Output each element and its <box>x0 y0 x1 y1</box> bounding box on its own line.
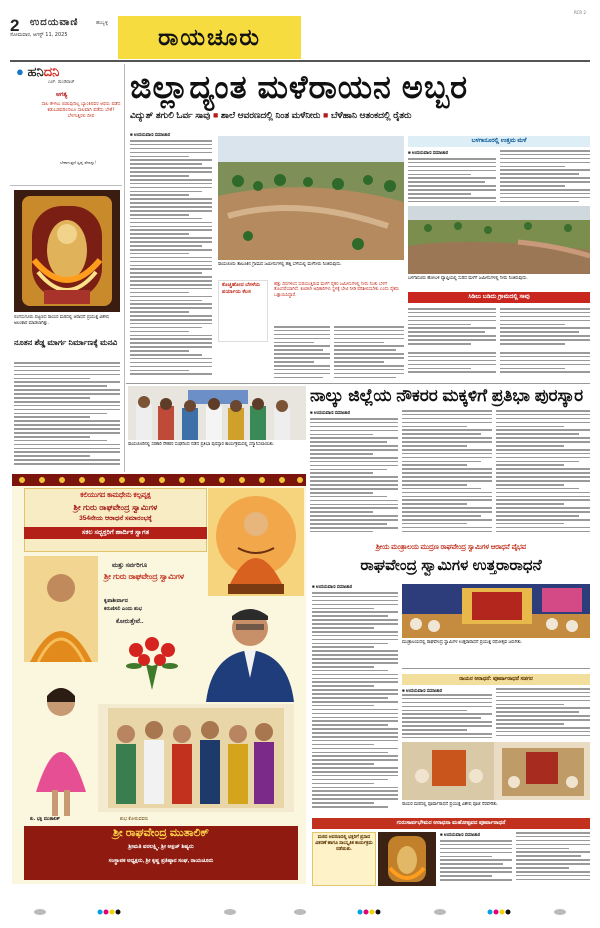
chariot-festival-photo <box>402 584 590 638</box>
rain-dateline: ■ ಉದಯವಾಣಿ ಸಮಾಚಾರ <box>408 150 449 155</box>
lead-body-column <box>274 326 330 380</box>
aradhane-dateline: ■ ಉದಯವಾಣಿ ಸಮಾಚಾರ <box>312 584 353 589</box>
ad-sponsor-family: ಶ್ರೀಮತಿ ವರಲಕ್ಷ್ಮಿ, ಶ್ರೀ ಅಕ್ಷಜ್ ಶಿಷ್ಯರು <box>128 844 194 850</box>
left-story-body <box>14 362 120 470</box>
bullet-square-icon: ■ <box>212 110 219 120</box>
ad-line: ಕಲಿಯುಗದ ಕಾಮಧೇನು ಕಲ್ಪವೃಕ್ಷ <box>80 492 151 499</box>
guru-body-column <box>440 840 512 886</box>
ad-line: ಶ್ರೀ ಗುರು ರಾಘವೇಂದ್ರ ಸ್ವಾಮಿಗಳ <box>73 503 158 512</box>
photo-caption: ಲಿಂಗಸುಗೂರು ಪಟ್ಟಣದ ರಾಯರ ಮಠದಲ್ಲಿ ಆರಾಧನೆ ಪ್ರಯುಕ್ತ ವಿಶೇಷ ಅಲಂಕಾರ ಮಾಡಲಾಗಿತ್ತು. <box>14 315 109 326</box>
ad-sponsor-name: ಶ್ರೀ ರಾಘವೇಂದ್ರ ಮುತಾಲಿಕ್ <box>112 827 210 839</box>
section-title: ರಾಯಚೂರು <box>158 24 261 50</box>
ad-wish-line: ಕೃಪಾಶೀರ್ವಾದ <box>104 598 128 604</box>
ad-wish-line: ಕೋರುತ್ತೇವೆ.. <box>116 618 144 625</box>
award-headline: ನಾಲ್ಕು ಜಿಲ್ಲೆಯ ನೌಕರರ ಮಕ್ಕಳಿಗೆ ಪ್ರತಿಭಾ ಪುರಸ್ಕಾರ <box>310 386 584 405</box>
pooja-photo-caption: ರಾಯರ ಮಠದಲ್ಲಿ ಪೂರ್ವಾರಾಧನೆ ಪ್ರಯುಕ್ತ ವಿಶೇಷ ಪೂಜೆ ನೆರವೇರಿತು. <box>402 802 499 807</box>
guru-body-column <box>516 832 590 886</box>
award-photo-caption: ರಾಯಚೂರಿನಲ್ಲಿ ಸರಕಾರಿ ನೌಕರರ ಸಂಘದಿಂದ ನಡೆದ ಪ್ರತಿಭಾ ಪುರಸ್ಕಾರ ಕಾರ್ಯಕ್ರಮದಲ್ಲಿ ಸನ್ಮಾನಿಸಲಾಯಿತು. <box>128 442 275 447</box>
left-story-headline: ನೂತನ ಶೆಡ್ಡ ಮಾರ್ಗ ನಿರ್ಮಾಣಕ್ಕೆ ಮನವಿ <box>14 338 118 347</box>
lead-photo-caption: ರಾಯಚೂರು ತಾಲೂಕಿನ ಗ್ರಾಮದ ಜಮೀನುಗಳಲ್ಲಿ ಹತ್ತಿ ಬೆಳೆಯಲ್ಲಿ ಮಳೆನೀರು ನಿಂತಿರುವುದು. <box>218 262 342 267</box>
aradhane-body-column <box>312 592 398 816</box>
column-divider-vertical <box>124 64 125 472</box>
family-photo <box>98 704 294 812</box>
ad-line: 354ನೇಯ ಆರಾಧನೆ ಸಮಾರಂಭಕ್ಕೆ <box>79 515 152 522</box>
trees-body-column <box>500 352 590 378</box>
advertiser-portrait <box>192 598 302 702</box>
subdeck-item: ಶಾಲೆ ಆವರಣದಲ್ಲಿ ನಿಂತ ಮಳೆನೀರು <box>220 110 321 120</box>
poem-text: ಸಾಲ ಕೇಳಲು ಬಿಡುವುದಿಲ್ಲ ಬ್ಯಾಂಕಿನವರ ಆಫರು ಪಡೆದ ಕಡುಬಡವರಿಂದಲೂ ಸಾಲವಾಗಿ ಪಡೆದು ಬೇಕೆ? ಬೆಳಗುತ್ತಿರಲಿ ದೀಪ <box>41 102 121 120</box>
award-body-column <box>402 410 492 536</box>
pooja-title: ರಾಯರ ಆರಾಧನೆ: ಪೂರ್ವಾರಾಧನೆ ಸಡಗರ <box>459 676 533 682</box>
logo-suffix: ದನಿ <box>43 64 60 79</box>
header-rule <box>10 60 590 62</box>
award-body-column <box>310 418 398 536</box>
guru-title: ಗುರುಸಾರ್ವಭೌಮರ ಆರಾಧನಾ ಮಹೋತ್ಸವದ ಪೂರ್ವಾರಾಧನೆ <box>396 820 506 826</box>
pooja-dateline: ■ ಉದಯವಾಣಿ ಸಮಾಚಾರ <box>402 688 443 693</box>
swamiji-photo <box>24 556 98 662</box>
rain-box-title: ಬಳಗಾನೂರಲ್ಲಿ ಉತ್ತಮ ಮಳೆ <box>471 138 527 144</box>
lead-subdeck <box>130 110 590 121</box>
column-author: ಎಚ್. ಡುಂಡಿರಾಜ್ <box>48 80 75 85</box>
guru-highlight-text: ಮಠದ ಆವರಣದಲ್ಲಿ ಭಕ್ತರಿಗೆ ಪ್ರಸಾದ ವಿತರಣೆ ಹಾಗೂ ಸಾಂಸ್ಕೃತಿಕ ಕಾರ್ಯಕ್ರಮ ನಡೆಯಿತು. <box>315 834 373 851</box>
logo-prefix: ಹನಿ <box>27 64 44 79</box>
pull-quote-text: ಹತ್ತು ದಿನಗಳಿಂದ ಸುರಿಯುತ್ತಿರುವ ಮಳೆಗೆ ರೈತರ ಜಮೀನುಗಳಲ್ಲಿ ನೀರು ನಿಂತು ಬೆಳೆಗೆ ತೊಂದರೆಯಾಗಿದೆ. ಕೂಡಲೇ ಅಧಿಕಾರಿಗಳು ಸ್ಥಳಕ್ಕೆ ಭೇಟಿ ನೀಡಿ ಪರಿಶೀಲಿಸಬೇಕು ಎಂದು ರೈತರು ಒತ್ತಾಯಿಸಿದ್ದಾರೆ. <box>274 282 399 298</box>
child-name: ಕು. ಭಕ್ತಿ ಮುತಾಲಿಕ್ <box>30 817 60 822</box>
ad-decorative-border <box>12 474 306 486</box>
pooja-body-column <box>496 688 590 740</box>
raghavendra-swamy-artwork <box>208 488 304 596</box>
column-divider <box>10 185 122 186</box>
ad-wish-line: ಕರುಣಿಸಲಿ ಎಂದು ಶುಭ <box>104 606 143 612</box>
rain-photo-caption: ಬಳಗಾನೂರು ಹೋಬಳಿ ವ್ಯಾಪ್ತಿಯಲ್ಲಿ ಸುರಿದ ಮಳೆಗೆ ಜಮೀನುಗಳಲ್ಲಿ ನೀರು ನಿಂತಿರುವುದು. <box>408 276 528 281</box>
aradhane-photo-caption: ಮಂತ್ರಾಲಯದಲ್ಲಿ ರಾಘವೇಂದ್ರ ಸ್ವಾಮಿಗಳ ಉತ್ತರಾರಾಧನೆ ಪ್ರಯುಕ್ತ ರಥೋತ್ಸವ ಜರುಗಿತು. <box>402 640 523 645</box>
trees-body-column <box>408 352 496 378</box>
rain-body-column <box>500 150 590 204</box>
page-number: 2 <box>10 16 20 35</box>
rain-body-column <box>408 158 496 204</box>
ad-sponsor-title: ಸಂಸ್ಥಾಪಕ ಅಧ್ಯಕ್ಷರು, ಶ್ರೀ ಕೃಷ್ಣ ಪ್ರತಿಷ್ಠಾನ ಸಂಘ, ರಾಯಚೂರು <box>108 858 214 864</box>
pooja-body-column <box>402 694 492 740</box>
award-body-column <box>496 410 590 536</box>
poem-title: ಆಗತ್ಯ <box>56 92 68 98</box>
rain-field-photo <box>408 206 590 274</box>
lead-dateline: ■ ಉದಯವಾಣಿ ಸಮಾಚಾರ <box>130 132 171 137</box>
hani-dani-logo <box>16 64 59 80</box>
ad-wish-highlight: ಶ್ರೀ ಗುರು ರಾಘವೇಂದ್ರ ಸ್ವಾಮಿಗಳ <box>104 572 184 581</box>
bullet-square-icon: ■ <box>322 110 329 120</box>
deity-photo <box>14 190 120 312</box>
edition-label: ಹುಬ್ಬಳ್ಳಿ <box>96 20 109 26</box>
subdeck-item: ವಿದ್ಯುತ್ ತಗುಲಿ ಓರ್ವ ಸಾವು <box>130 110 211 120</box>
ad-welcome-strip: ಸಕಲ ಸದ್ಭಕ್ತರಿಗೆ ಹಾರ್ದಿಕ ಸ್ವಾಗತ <box>24 527 207 539</box>
trees-box-title: ಸಿಡಿಲು ಬಡಿದು ಗ್ರಾಮದಲ್ಲಿ ಸಾವು <box>468 294 530 300</box>
pooja-photo <box>402 742 590 800</box>
idol-decoration-photo <box>378 832 436 886</box>
poem-closing: ಬೇಕಾಗುತ್ತದೆ ಸ್ವಪ್ನ ಪೆನಾನ್ನು! <box>60 160 97 165</box>
flooded-field-photo <box>218 136 404 260</box>
issue-date: ಸೋಮವಾರ, ಆಗಸ್ಟ್ 11, 2025 <box>10 32 68 38</box>
trees-body-column <box>500 308 590 348</box>
award-ceremony-photo <box>128 386 306 440</box>
section-rule <box>402 668 590 669</box>
child-photo <box>24 672 98 826</box>
newspaper-name: ಉದಯವಾಣಿ <box>30 17 79 28</box>
flower-bouquet-image <box>116 632 188 692</box>
ad-wish-line: ಮತ್ತು ಸರ್ವರಿಗೂ <box>112 562 148 569</box>
aradhane-kicker: ಶ್ರೀಯ ಮಂತ್ರಾಲಯ ಮುದ್ರಣ ರಾಘವೇಂದ್ರ ಸ್ವಾಮಿಗಳ ಆರಾಧನೆ ವೈಭವ <box>376 544 526 551</box>
guru-dateline: ■ ಉದಯವಾಣಿ ಸಮಾಚಾರ <box>440 832 481 837</box>
lead-body-column <box>130 140 212 380</box>
pull-quote: ಕೊಚ್ಚಿಹೋದ ಬೆಸಳೆಯ ಪರ್ಯಾಯ ಕೆಲಸ <box>222 282 261 295</box>
award-dateline: ■ ಉದಯವಾಣಿ ಸಮಾಚಾರ <box>310 410 351 415</box>
print-registration-marks <box>0 904 600 920</box>
lead-body-column <box>334 326 404 380</box>
aradhane-headline: ರಾಘವೇಂದ್ರ ಸ್ವಾಮಿಗಳ ಉತ್ತರಾರಾಧನೆ <box>360 557 542 574</box>
subdeck-item: ಬೆಳೆಹಾನಿ ಆತಂಕದಲ್ಲಿ ರೈತರು <box>330 110 412 120</box>
water-drop-icon: ● <box>16 64 24 79</box>
page-code: RCR 2 <box>574 10 586 15</box>
ad-closing-line: ಶುಭ ಕೋರುವವರು <box>120 817 149 822</box>
trees-body-column <box>408 308 496 348</box>
lead-headline: ಜಿಲ್ಲಾದ್ಯಂತ ಮಳೆರಾಯನ ಅಬ್ಬರ <box>130 69 469 105</box>
